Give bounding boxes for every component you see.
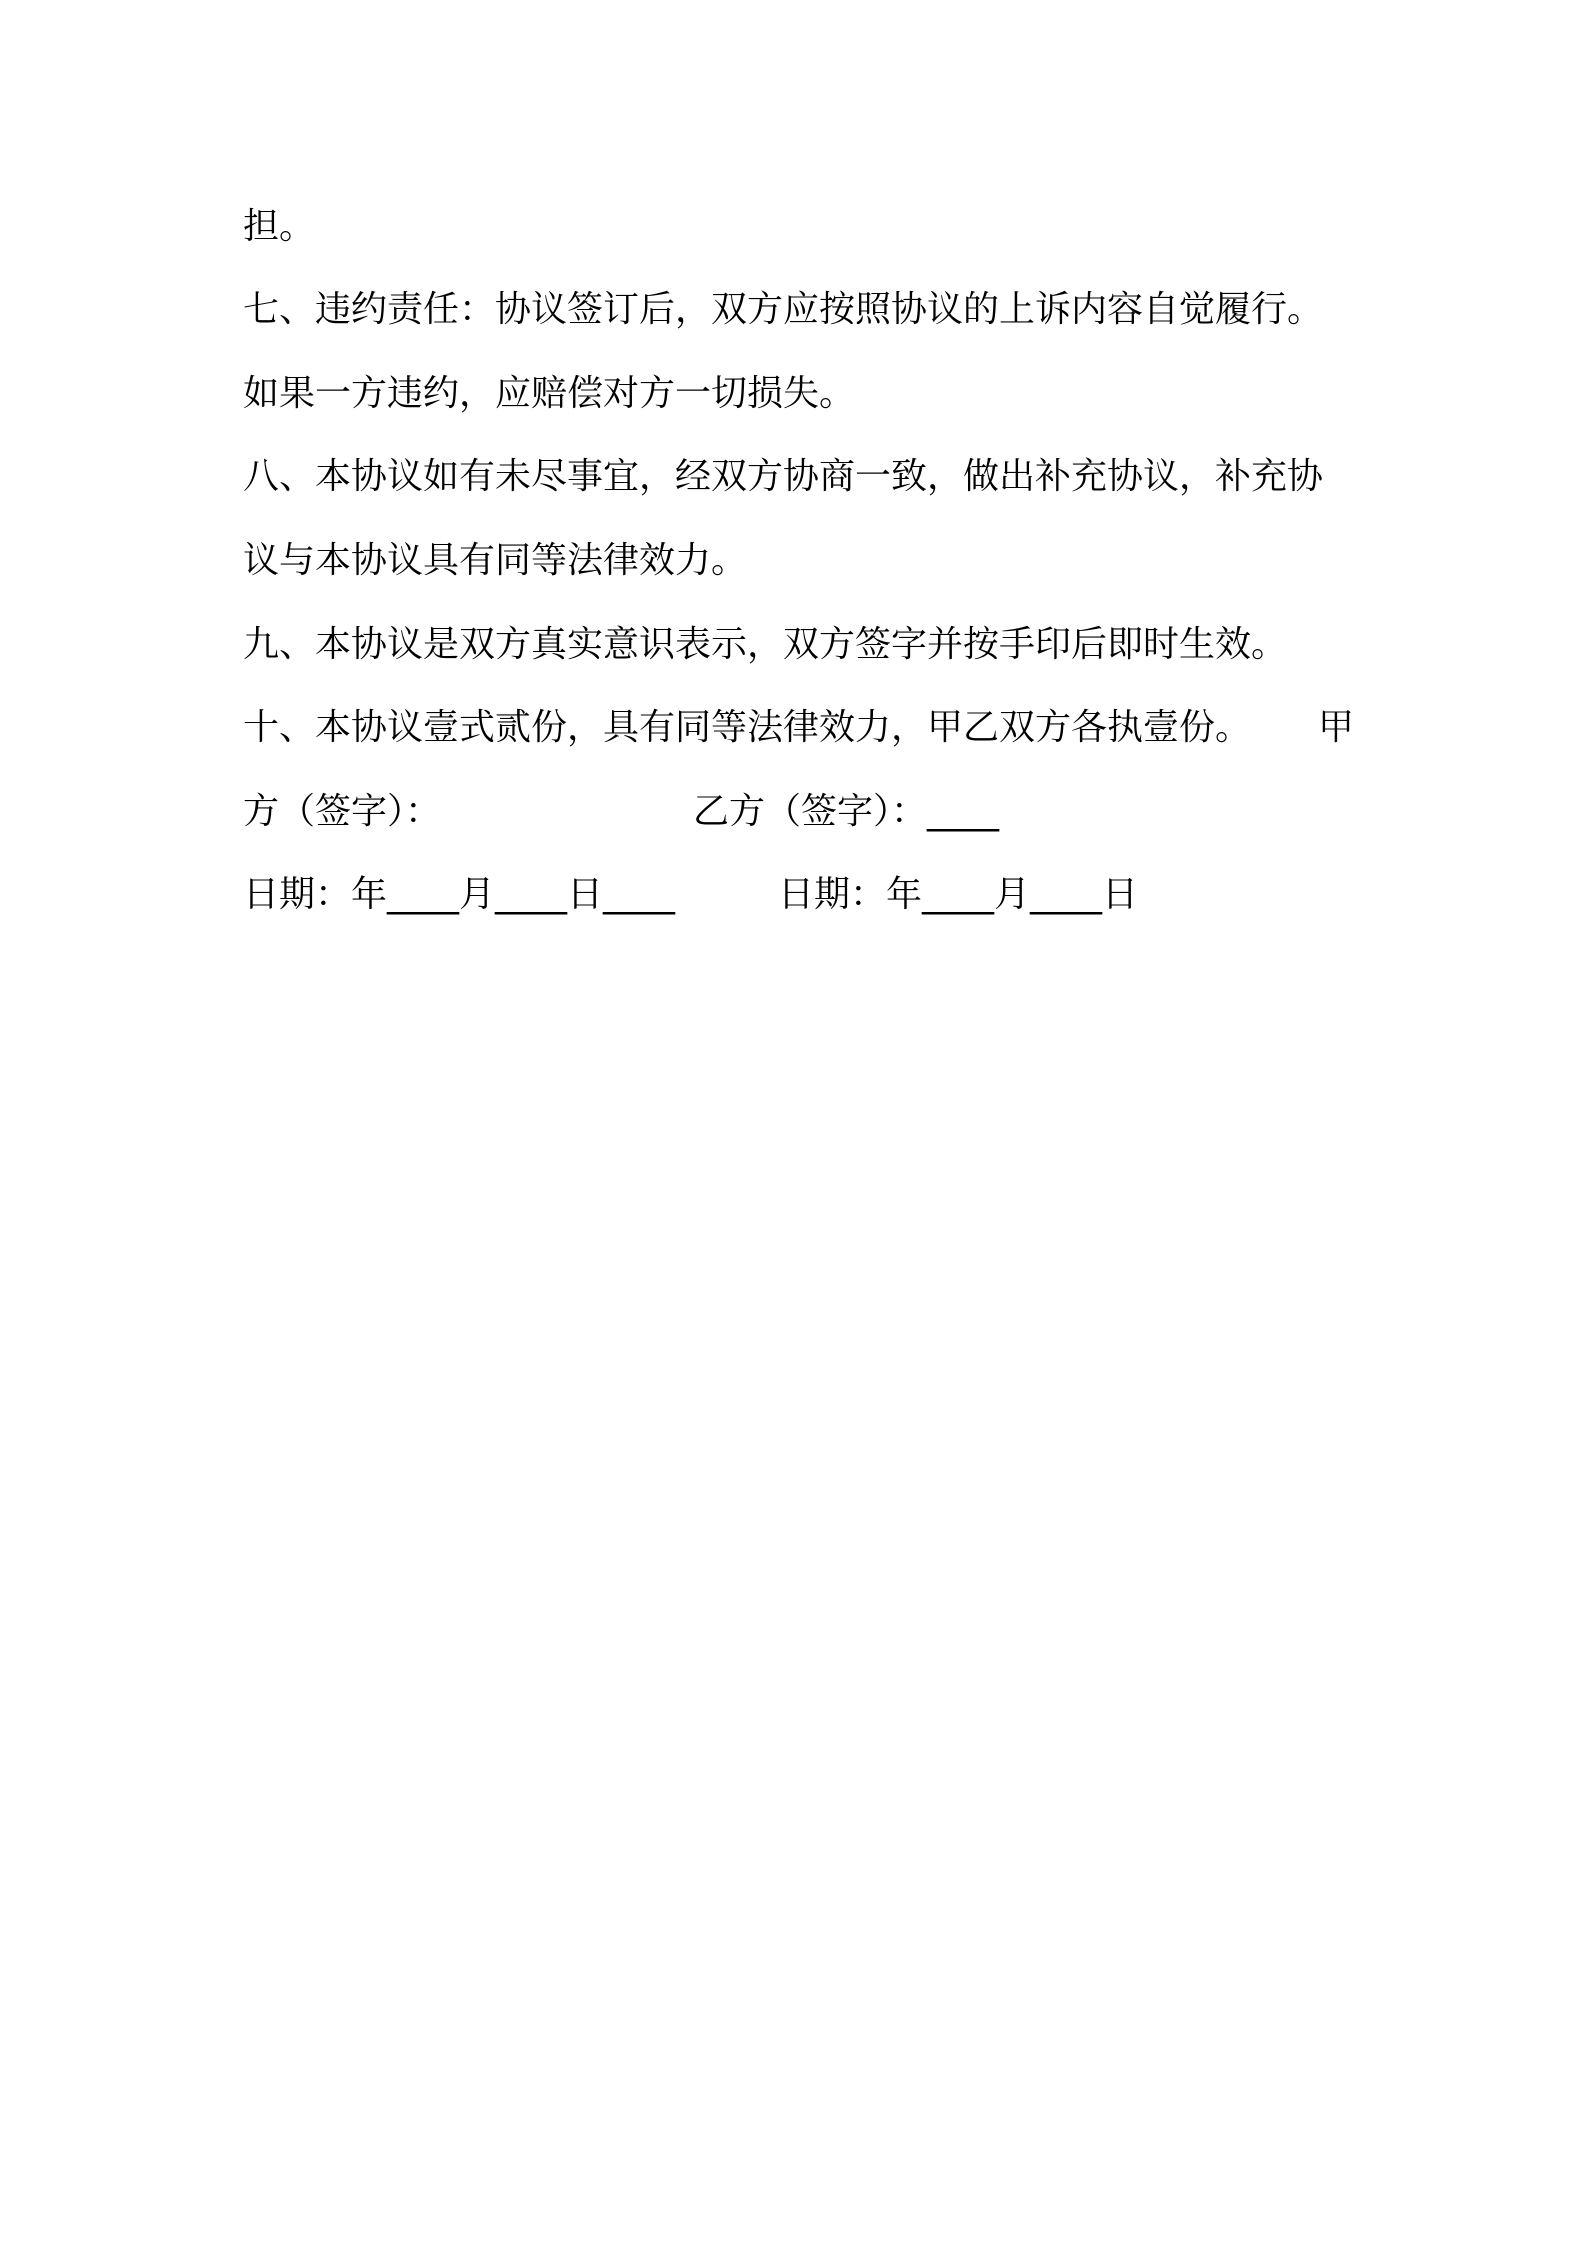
party-a-label-start: 甲 [1318,707,1355,748]
clause-9: 九、本协议是双方真实意识表示，双方签字并按手印后即时生效。 [243,624,1288,665]
clause-7-line-1: 七、违约责任：协议签订后，双方应按照协议的上诉内容自觉履行。 [243,289,1324,330]
party-a-signature-label: 方（签字）： [243,791,442,832]
party-a-date-label: 日期：年____月____日____ [243,874,676,915]
text-line-1: 担。 [243,206,316,247]
clause-8-line-1: 八、本协议如有未尽事宜，经双方协商一致，做出补充协议，补充协 [243,456,1324,497]
clause-10: 十、本协议壹式贰份，具有同等法律效力，甲乙双方各执壹份。 [243,707,1252,748]
clause-7-line-2: 如果一方违约，应赔偿对方一切损失。 [243,373,856,414]
clause-8-line-2: 议与本协议具有同等法律效力。 [243,540,748,581]
party-b-signature-label: 乙方（签字）：____ [693,791,1000,832]
party-b-date-label: 日期：年____月____日 [778,874,1139,915]
